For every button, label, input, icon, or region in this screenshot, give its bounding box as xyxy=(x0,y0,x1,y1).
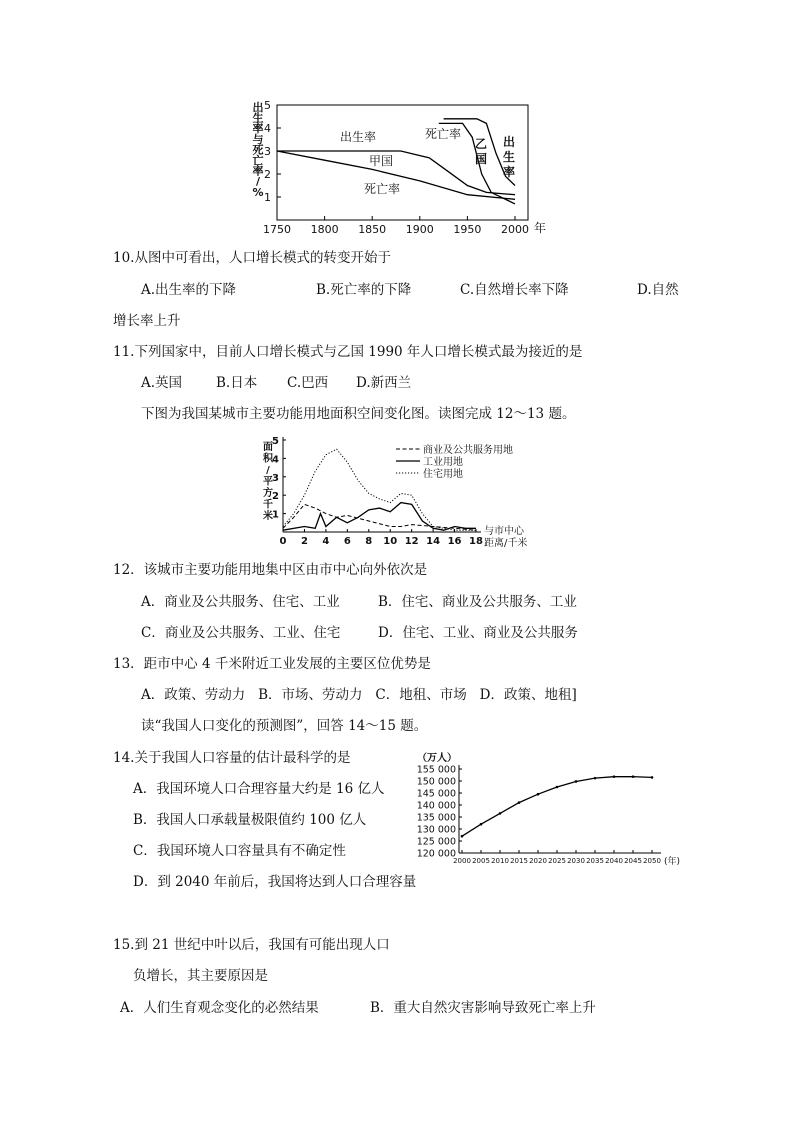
chart2-ylabel-char-3: 平 xyxy=(263,476,273,488)
label-death-b: 死亡率 xyxy=(425,127,462,141)
q14-option-b: B．我国人口承载量极限值约 100 亿人 xyxy=(133,812,367,828)
population-point-2040 xyxy=(613,775,616,778)
q11-stem: 11.下列国家中，目前人口增长模式与乙国 1990 年人口增长模式最为接近的是 xyxy=(113,344,583,360)
chart3-unit: （万人） xyxy=(417,753,457,764)
chart1-ytick-3: 3 xyxy=(264,145,271,158)
chart2-xtick-4: 4 xyxy=(322,536,330,547)
chart1-ylabel-char-2: 率 xyxy=(252,122,264,136)
population-point-2045 xyxy=(632,775,635,778)
q15-stem-line2: 负增长，其主要原因是 xyxy=(133,968,268,984)
q11-option-b: B.日本 xyxy=(216,375,258,391)
population-point-2025 xyxy=(556,786,559,789)
chart3-yticks xyxy=(417,765,462,860)
q10-option-d-wrap: 增长率上升 xyxy=(113,313,181,329)
chart3-xtick-2015: 2015 xyxy=(510,857,528,865)
chart2-xtick-0: 0 xyxy=(279,536,287,547)
q12-option-d: D．住宅、工业、商业及公共服务 xyxy=(378,625,578,641)
label-country-b-char-1: 国 xyxy=(474,152,488,166)
chart1-xtick-1850: 1850 xyxy=(358,223,387,236)
chart2-xtick-16: 16 xyxy=(447,536,462,547)
q10-option-a: A.出生率的下降 xyxy=(141,282,237,298)
q14-option-d: D．到 2040 年前后，我国将达到人口合理容量 xyxy=(133,874,417,890)
chart2-xtick-8: 8 xyxy=(365,536,373,547)
chart1-ylabel-char-6: 率 xyxy=(252,164,264,178)
q10-option-b: B.死亡率的下降 xyxy=(316,282,412,298)
chart1-xtick-1750: 1750 xyxy=(263,223,291,236)
q12-option-c: C．商业及公共服务、工业、住宅 xyxy=(141,625,341,641)
label-country-a: 甲国 xyxy=(369,154,394,168)
chart3-ytick-155000: 155 000 xyxy=(416,764,456,776)
chart3-xtick-2040: 2040 xyxy=(605,857,623,865)
population-point-2015 xyxy=(518,801,521,804)
q15-stem-line1: 15.到 21 世纪中叶以后，我国有可能出现人口 xyxy=(113,937,390,953)
chart3-xtick-2035: 2035 xyxy=(586,857,604,865)
q12-option-b: B．住宅、商业及公共服务、工业 xyxy=(378,594,577,610)
chart3-xtick-2000: 2000 xyxy=(453,857,471,865)
q15-option-a: A．人们生育观念变化的必然结果 xyxy=(120,1000,319,1016)
chart1-ylabel-char-8: % xyxy=(252,185,264,199)
q10-stem: 10.从图中可看出，人口增长模式的转变开始于 xyxy=(113,250,391,266)
chart1-xtick-2000: 2000 xyxy=(501,223,529,236)
chart3-ytick-135000: 135 000 xyxy=(416,812,456,824)
chart2-ytick-5: 5 xyxy=(272,436,279,447)
legend-label-commercial: 商业及公共服务用地 xyxy=(423,445,513,456)
chart3-ytick-150000: 150 000 xyxy=(416,776,456,788)
chart2-xtick-12: 12 xyxy=(404,536,419,547)
chart2-ylabel-char-0: 面 xyxy=(263,442,273,453)
chart2-xtick-10: 10 xyxy=(383,536,398,547)
population-point-2035 xyxy=(594,777,597,780)
q11-option-c: C.巴西 xyxy=(287,375,329,391)
chart2-ytick-1: 1 xyxy=(272,509,279,521)
population-point-2020 xyxy=(537,793,540,796)
q11-option-d: D.新西兰 xyxy=(356,375,412,391)
chart3-ytick-120000: 120 000 xyxy=(416,848,456,860)
intro-14-15: 读“我国人口变化的预测图”，回答 14～15 题。 xyxy=(141,718,428,734)
chart2-xlabel-line2: 距离/千米 xyxy=(484,538,528,549)
chart2-ylabel-char-2: / xyxy=(266,465,270,476)
q14-option-c: C．我国环境人口容量具有不确定性 xyxy=(133,843,346,859)
label-country-b-char-0: 乙 xyxy=(474,137,488,151)
chart3-xtick-2045: 2045 xyxy=(624,857,642,865)
q12-option-a: A．商业及公共服务、住宅、工业 xyxy=(141,594,340,610)
label-birth-a: 出生率 xyxy=(340,130,377,144)
chart1-x-unit: 年 xyxy=(534,221,547,235)
chart2-ylabel-char-6: 米 xyxy=(263,511,273,522)
chart3-ytick-125000: 125 000 xyxy=(416,836,456,848)
chart1-ylabel-char-1: 生 xyxy=(252,111,264,125)
population-point-2030 xyxy=(575,780,578,783)
chart2-xtick-2: 2 xyxy=(300,536,308,547)
chart1-xtick-1800: 1800 xyxy=(310,223,339,236)
population-point-2050 xyxy=(651,776,654,779)
q14-option-a: A．我国环境人口合理容量大约是 16 亿人 xyxy=(133,781,385,797)
chart1-ylabel-char-4: 死 xyxy=(252,143,264,157)
q13-options: A．政策、劳动力 B．市场、劳动力 C．地租、市场 D．政策、地租] xyxy=(141,687,577,703)
q14-stem: 14.关于我国人口容量的估计最科学的是 xyxy=(113,750,351,766)
label-birth-b-char-2: 率 xyxy=(502,165,516,179)
chart3-xtick-2030: 2030 xyxy=(567,857,585,865)
q12-stem: 12．该城市主要功能用地集中区由市中心向外依次是 xyxy=(113,562,428,578)
legend-label-industrial: 工业用地 xyxy=(423,457,463,468)
series-population xyxy=(462,777,652,837)
chart2-ytick-3: 3 xyxy=(272,472,279,484)
chart2-xtick-6: 6 xyxy=(343,536,351,547)
chart3-xtick-2050: 2050 xyxy=(643,857,661,865)
chart2-ylabel-char-1: 积 xyxy=(263,453,273,465)
chart3-xticks xyxy=(453,850,661,865)
q10-option-d: D.自然 xyxy=(637,282,679,298)
chart2-xlabel-line1: 与市中心 xyxy=(484,526,524,537)
legend-label-residential: 住宅用地 xyxy=(423,469,463,480)
chart3-xtick-2010: 2010 xyxy=(491,857,509,865)
chart3-series xyxy=(461,775,654,837)
chart1-ytick-2: 2 xyxy=(264,168,271,181)
chart1-ytick-5: 5 xyxy=(264,99,271,112)
q13-stem: 13．距市中心 4 千米附近工业发展的主要区位优势是 xyxy=(113,656,431,672)
population-point-2000 xyxy=(461,835,464,838)
chart2-ytick-4: 4 xyxy=(272,454,279,466)
intro-12-13: 下图为我国某城市主要功能用地面积空间变化图。读图完成 12～13 题。 xyxy=(141,406,576,422)
chart1-xtick-1950: 1950 xyxy=(453,223,482,236)
chart1-ylabel-char-3: 与 xyxy=(252,132,264,146)
chart3-x-unit: (年) xyxy=(664,857,681,867)
chart3-ytick-145000: 145 000 xyxy=(416,788,456,800)
population-point-2005 xyxy=(480,823,483,826)
label-birth-b-char-1: 生 xyxy=(502,150,516,164)
chart1-ylabel-char-7: / xyxy=(255,175,261,189)
chart3-ytick-140000: 140 000 xyxy=(416,800,456,812)
chart1-xtick-1900: 1900 xyxy=(405,223,434,236)
q10-option-c: C.自然增长率下降 xyxy=(460,282,569,298)
chart3-axes xyxy=(459,765,661,853)
chart2-ylabel-char-5: 千 xyxy=(263,499,273,511)
chart2-ytick-2: 2 xyxy=(272,491,279,503)
chart1-ylabel-char-5: 亡 xyxy=(252,154,264,167)
chart3-xtick-2005: 2005 xyxy=(472,857,490,865)
label-birth-b-char-0: 出 xyxy=(502,135,516,149)
chart2-xtick-14: 14 xyxy=(426,536,441,547)
label-death-a: 死亡率 xyxy=(364,182,401,196)
chart3-xtick-2020: 2020 xyxy=(529,857,547,865)
chart3-ytick-130000: 130 000 xyxy=(416,824,456,836)
chart1-ylabel-char-0: 出 xyxy=(252,101,264,114)
chart2-ylabel-char-4: 方 xyxy=(263,488,273,499)
chart1-ytick-1: 1 xyxy=(264,191,271,204)
q15-option-b: B．重大自然灾害影响导致死亡率上升 xyxy=(370,1000,596,1016)
q11-option-a: A.英国 xyxy=(141,375,183,391)
population-point-2010 xyxy=(499,812,502,815)
chart2-xtick-18: 18 xyxy=(469,536,483,547)
chart1-ytick-4: 4 xyxy=(264,122,271,135)
chart3-xtick-2025: 2025 xyxy=(548,857,566,865)
